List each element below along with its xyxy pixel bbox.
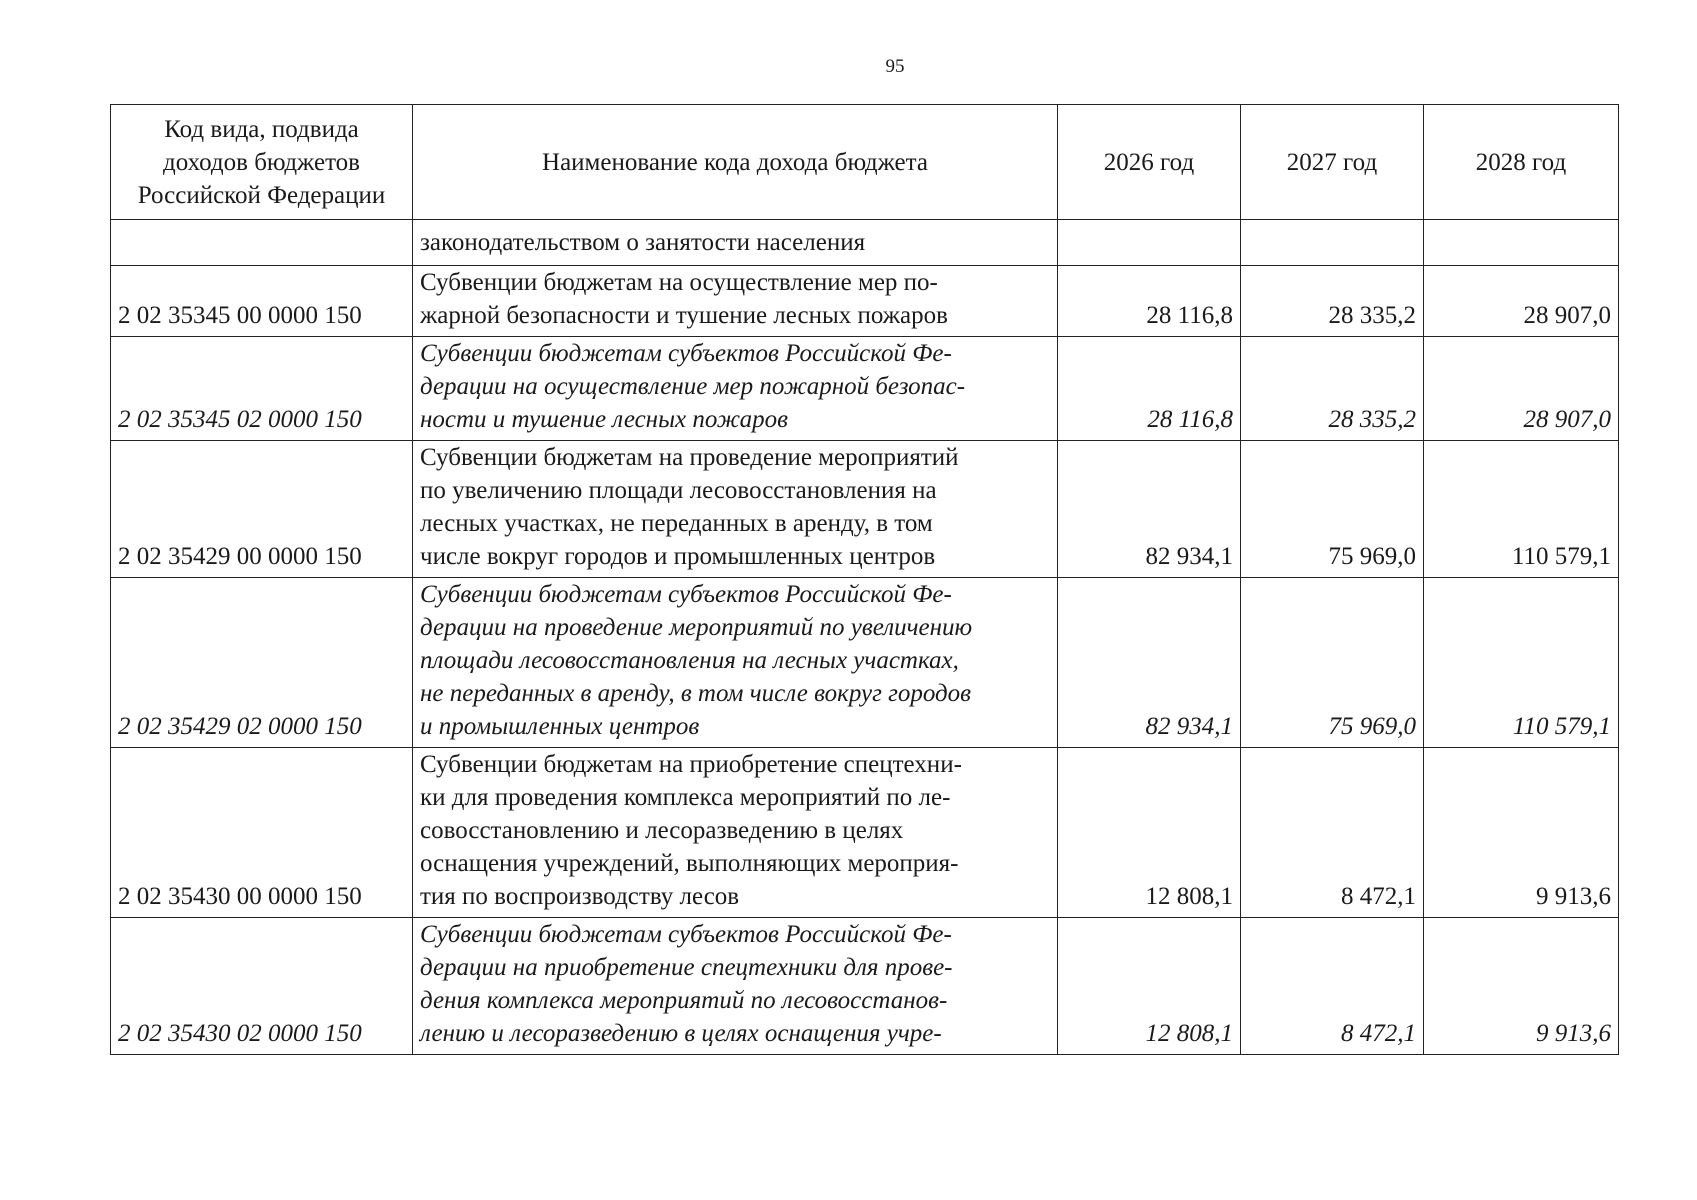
row-name-line: лению и лесоразведению в целях оснащения учре- — [420, 1020, 942, 1047]
row-value-2027: 28 335,2 — [1241, 266, 1424, 337]
row-name-line: площади лесовосстановления на лесных участках, — [420, 647, 959, 674]
row-value-2028 — [1424, 220, 1619, 266]
row-code: 2 02 35345 02 0000 150 — [111, 337, 413, 441]
row-value-2026: 28 116,8 — [1058, 266, 1241, 337]
row-name — [413, 337, 1058, 441]
row-name-line: Субвенции бюджетам на осуществление мер по- — [420, 269, 938, 296]
row-value-2026: 82 934,1 — [1058, 578, 1241, 748]
header-code-line: Код вида, подвида — [164, 115, 359, 143]
row-code: 2 02 35430 00 0000 150 — [111, 748, 413, 918]
header-name: Наименование кода дохода бюджета — [413, 105, 1058, 220]
header-year-2028: 2028 год — [1424, 105, 1619, 220]
row-name-line: жарной безопасности и тушение лесных пожаров — [420, 302, 948, 329]
row-name — [413, 748, 1058, 918]
header-year-2026: 2026 год — [1058, 105, 1241, 220]
table-row — [111, 578, 1619, 748]
row-code — [111, 220, 413, 266]
row-name-line: дерации на приобретение спецтехники для прове- — [420, 954, 953, 981]
row-name — [413, 578, 1058, 748]
row-name — [413, 266, 1058, 337]
table-row — [111, 220, 1619, 266]
row-value-2028: 28 907,0 — [1424, 337, 1619, 441]
row-name-line: законодательством о занятости населения — [420, 229, 866, 256]
row-name — [413, 220, 1058, 266]
row-name-line: тия по воспроизводству лесов — [420, 883, 740, 910]
table-row — [111, 337, 1619, 441]
header-code — [111, 105, 413, 220]
row-value-2026: 82 934,1 — [1058, 441, 1241, 578]
row-name — [413, 918, 1058, 1055]
row-name-line: ности и тушение лесных пожаров — [420, 406, 789, 433]
row-value-2027: 28 335,2 — [1241, 337, 1424, 441]
row-name — [413, 441, 1058, 578]
row-name-line: Субвенции бюджетам на приобретение спецтехни- — [420, 751, 962, 778]
header-code-line: Российской Федерации — [137, 181, 386, 209]
row-value-2028: 28 907,0 — [1424, 266, 1619, 337]
row-name-line: дерации на проведение мероприятий по увеличению — [420, 614, 973, 641]
row-value-2028: 9 913,6 — [1424, 748, 1619, 918]
row-name-line: и промышленных центров — [420, 713, 700, 740]
row-value-2028: 110 579,1 — [1424, 578, 1619, 748]
row-code: 2 02 35429 02 0000 150 — [111, 578, 413, 748]
table-row — [111, 748, 1619, 918]
row-name-line: дерации на осуществление мер пожарной безопас- — [420, 373, 966, 400]
table-header — [111, 105, 1619, 220]
row-code: 2 02 35429 00 0000 150 — [111, 441, 413, 578]
row-value-2026: 12 808,1 — [1058, 748, 1241, 918]
header-row — [111, 105, 1619, 220]
row-name-line: ки для проведения комплекса мероприятий по ле- — [420, 784, 951, 811]
table-row — [111, 266, 1619, 337]
row-value-2027: 75 969,0 — [1241, 578, 1424, 748]
header-year-2027: 2027 год — [1241, 105, 1424, 220]
row-value-2027: 75 969,0 — [1241, 441, 1424, 578]
row-name-line: Субвенции бюджетам субъектов Российской Фе- — [420, 581, 952, 608]
table-body — [111, 220, 1619, 1055]
row-name-line: не переданных в аренду, в том числе вокруг городов — [420, 680, 972, 707]
row-value-2027: 8 472,1 — [1241, 748, 1424, 918]
header-code-line: доходов бюджетов — [163, 148, 360, 176]
row-name-line: совосстановлению и лесоразведению в целях — [420, 817, 904, 844]
row-name-line: дения комплекса мероприятий по лесовосстанов- — [420, 987, 948, 1014]
row-name-line: числе вокруг городов и промышленных центров — [420, 543, 936, 570]
budget-revenue-table — [110, 104, 1619, 1055]
table-row — [111, 441, 1619, 578]
row-name-line: Субвенции бюджетам на проведение мероприятий — [420, 444, 959, 471]
row-value-2028: 110 579,1 — [1424, 441, 1619, 578]
row-value-2028: 9 913,6 — [1424, 918, 1619, 1055]
row-name-line: Субвенции бюджетам субъектов Российской Фе- — [420, 340, 952, 367]
row-name-line: оснащения учреждений, выполняющих мероприя- — [420, 850, 959, 877]
row-name-line: лесных участках, не переданных в аренду, в том — [420, 510, 933, 537]
row-value-2026 — [1058, 220, 1241, 266]
row-value-2026: 28 116,8 — [1058, 337, 1241, 441]
row-name-line: Субвенции бюджетам субъектов Российской Фе- — [420, 921, 952, 948]
page-number: 95 — [885, 56, 905, 77]
row-value-2026: 12 808,1 — [1058, 918, 1241, 1055]
table-row — [111, 918, 1619, 1055]
row-name-line: по увеличению площади лесовосстановления на — [420, 477, 937, 504]
row-value-2027 — [1241, 220, 1424, 266]
row-code: 2 02 35345 00 0000 150 — [111, 266, 413, 337]
row-value-2027: 8 472,1 — [1241, 918, 1424, 1055]
row-code: 2 02 35430 02 0000 150 — [111, 918, 413, 1055]
